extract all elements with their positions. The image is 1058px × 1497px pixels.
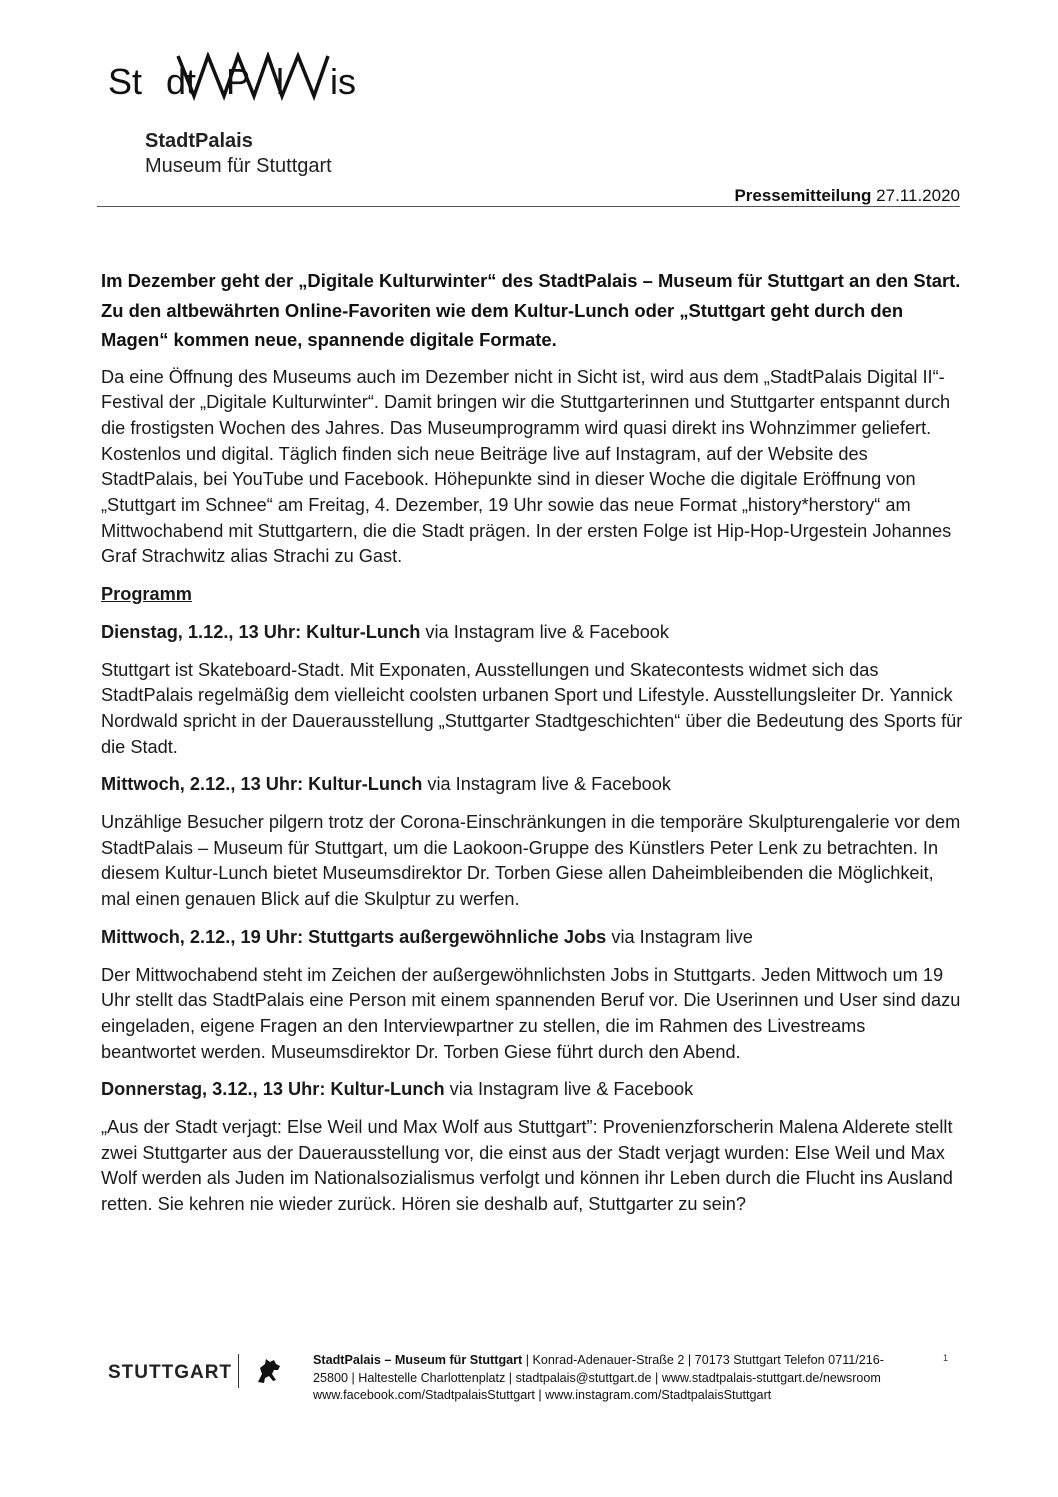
svg-text:St: St — [108, 61, 143, 102]
event-title-line — [101, 1077, 963, 1103]
press-label: Pressemitteilung — [734, 186, 872, 205]
event-channel: via Instagram live & Facebook — [444, 1079, 694, 1100]
main-content — [101, 266, 963, 1230]
event-description: Unzählige Besucher pilgern trotz der Corona-Einschränkungen in die temporäre Skulpturengalerie vor dem StadtPalais – Museum für Stuttgart, um die Laokoon-Gruppe des Künstlers Peter Lenk zu betrachten. In diesem Kultur-Lunch bietet Museumsdirektor Dr. Torben Giese allen Daheimbleibenden die Möglichkeit, mal einen genauen Blick auf die Skulptur zu werfen. — [101, 812, 961, 910]
event-channel: via Instagram live & Facebook — [422, 774, 672, 795]
logo-name: StadtPalais — [145, 130, 253, 152]
stadtpalais-logo — [108, 52, 378, 192]
event-description: „Aus der Stadt verjagt: Else Weil und Max Wolf aus Stuttgart”: Provenienzforscherin Malena Alderete stellt zwei Stuttgarter aus der Dauerausstellung vor, die einst aus der Stadt verjagt wurden: Else Weil und Max Wolf werden als Juden im Nationalsozialismus verfolgt und können ihr Leben durch die Flucht ins Ausland retten. Sie kehren nie wieder zurück. Hören sie deshalb auf, Stuttgarter zu sein? — [101, 1117, 953, 1215]
event-description: Stuttgart ist Skateboard-Stadt. Mit Exponaten, Ausstellungen und Skatecontests widmet sich das StadtPalais regelmäßig dem vielleicht coolsten urbanen Sport und Lifestyle. Ausstellungsleiter Dr. Yannick Nordwald spricht in der Dauerausstellung „Stuttgarter Stadtgeschichten“ über die Bedeutung des Sports für die Stadt. — [101, 659, 963, 757]
footer-divider — [238, 1354, 239, 1388]
lead-paragraph: Im Dezember geht der „Digitale Kulturwinter“ des StadtPalais – Museum für Stuttgart an den Start. Zu den altbewährten Online-Favoriten wie dem Kultur-Lunch oder „Stuttgart geht durch den Magen“ kommen neue, spannende digitale Formate. — [101, 270, 961, 350]
footer — [108, 1352, 958, 1432]
header-divider — [97, 206, 960, 207]
footer-org: StadtPalais – Museum für Stuttgart — [313, 1353, 523, 1367]
event-title: Donnerstag, 3.12., 13 Uhr: Kultur-Lunch — [101, 1079, 445, 1100]
event-title-line — [101, 772, 963, 798]
svg-text:P: P — [226, 61, 251, 102]
event-title: Mittwoch, 2.12., 13 Uhr: Kultur-Lunch — [101, 774, 423, 795]
intro-paragraph: Da eine Öffnung des Museums auch im Dezember nicht in Sicht ist, wird aus dem „StadtPalais Digital II“-Festival der „Digitale Kulturwinter“. Damit bringen wir die Stuttgarterinnen und Stuttgarter entspannt durch die frostigsten Wochen des Jahres. Das Museumprogramm wird quasi direkt ins Wohnzimmer geliefert. Kostenlos und digital. Täglich finden sich neue Beiträge live auf Instagram, auf der Website des StadtPalais, bei YouTube und Facebook. Höhepunkte sind in dieser Woche die digitale Eröffnung von „Stuttgart im Schnee“ am Freitag, 4. Dezember, 19 Uhr sowie das neue Format „history*herstory“ am Mittwochabend mit Stuttgartern, die die Stadt prägen. In der ersten Folge ist Hip-Hop-Urgestein Johannes Graf Strachwitz alias Strachi zu Gast. — [101, 366, 952, 567]
footer-contact-details: | Konrad-Adenauer-Straße 2 | 70173 Stuttgart Telefon 0711/216-25800 | Haltestelle Charlottenplatz | stadtpalais@stuttgart.de | www.stadtpalais-stuttgart.de/newsroom www.facebook.com/StadtpalaisStuttgart | www.instagram.com/StadtpalaisStuttgart — [313, 1353, 884, 1403]
svg-text:is: is — [330, 61, 356, 102]
event-channel: via Instagram live & Facebook — [420, 621, 670, 642]
press-date: 27.11.2020 — [876, 186, 960, 205]
press-release-line — [734, 186, 960, 206]
svg-text:l: l — [276, 61, 284, 102]
stadtpalais-wordmark — [108, 52, 368, 112]
event-title: Dienstag, 1.12., 13 Uhr: Kultur-Lunch — [101, 621, 421, 642]
svg-text:dt: dt — [166, 61, 197, 102]
stuttgart-horse-icon — [252, 1354, 286, 1388]
page-number: 1 — [943, 1353, 949, 1363]
program-heading: Programm — [101, 584, 192, 605]
logo-subtitle: Museum für Stuttgart — [145, 155, 332, 177]
event-channel: via Instagram live — [606, 926, 753, 947]
stuttgart-city-logo: STUTTGART — [108, 1362, 233, 1383]
event-title: Mittwoch, 2.12., 19 Uhr: Stuttgarts außergewöhnliche Jobs — [101, 926, 607, 947]
event-title-line — [101, 620, 963, 646]
event-title-line — [101, 925, 963, 951]
footer-contact — [313, 1352, 913, 1405]
event-description: Der Mittwochabend steht im Zeichen der außergewöhnlichsten Jobs in Stuttgarts. Jeden Mittwoch um 19 Uhr stellt das StadtPalais eine Person mit einem spannenden Beruf vor. Die Userinnen und User sind dazu eingeladen, eigene Fragen an den Interviewpartner zu stellen, die im Rahmen des Livestreams beantwortet werden. Museumsdirektor Dr. Torben Giese führt durch den Abend. — [101, 964, 961, 1062]
